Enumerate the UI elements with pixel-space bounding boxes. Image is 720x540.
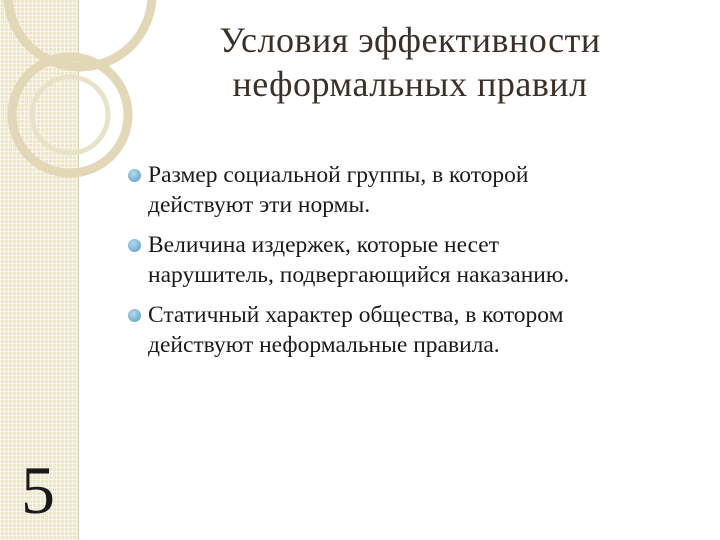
title-line-2: неформальных правил [232, 64, 588, 104]
slide-title [140, 18, 680, 106]
bullet-line-1: Статичный характер общества, в котором [148, 302, 564, 328]
bullet-line-1: Размер социальной группы, в которой [148, 162, 529, 188]
bullet-line-2: нарушитель, подвергающийся наказанию. [148, 262, 570, 288]
bullet-list [148, 160, 708, 370]
bullet-line-1: Величина издержек, которые несет [148, 232, 500, 258]
bullet-item [148, 300, 708, 360]
bullet-item [148, 160, 708, 220]
bullet-dot-icon [128, 239, 141, 252]
bullet-dot-icon [128, 169, 141, 182]
bullet-item [148, 230, 708, 290]
bullet-dot-icon [128, 309, 141, 322]
slide-number: 5 [21, 452, 55, 528]
bullet-line-2: действуют неформальные правила. [148, 332, 500, 358]
bullet-line-2: действуют эти нормы. [148, 192, 371, 218]
title-line-1: Условия эффективности [219, 20, 601, 60]
